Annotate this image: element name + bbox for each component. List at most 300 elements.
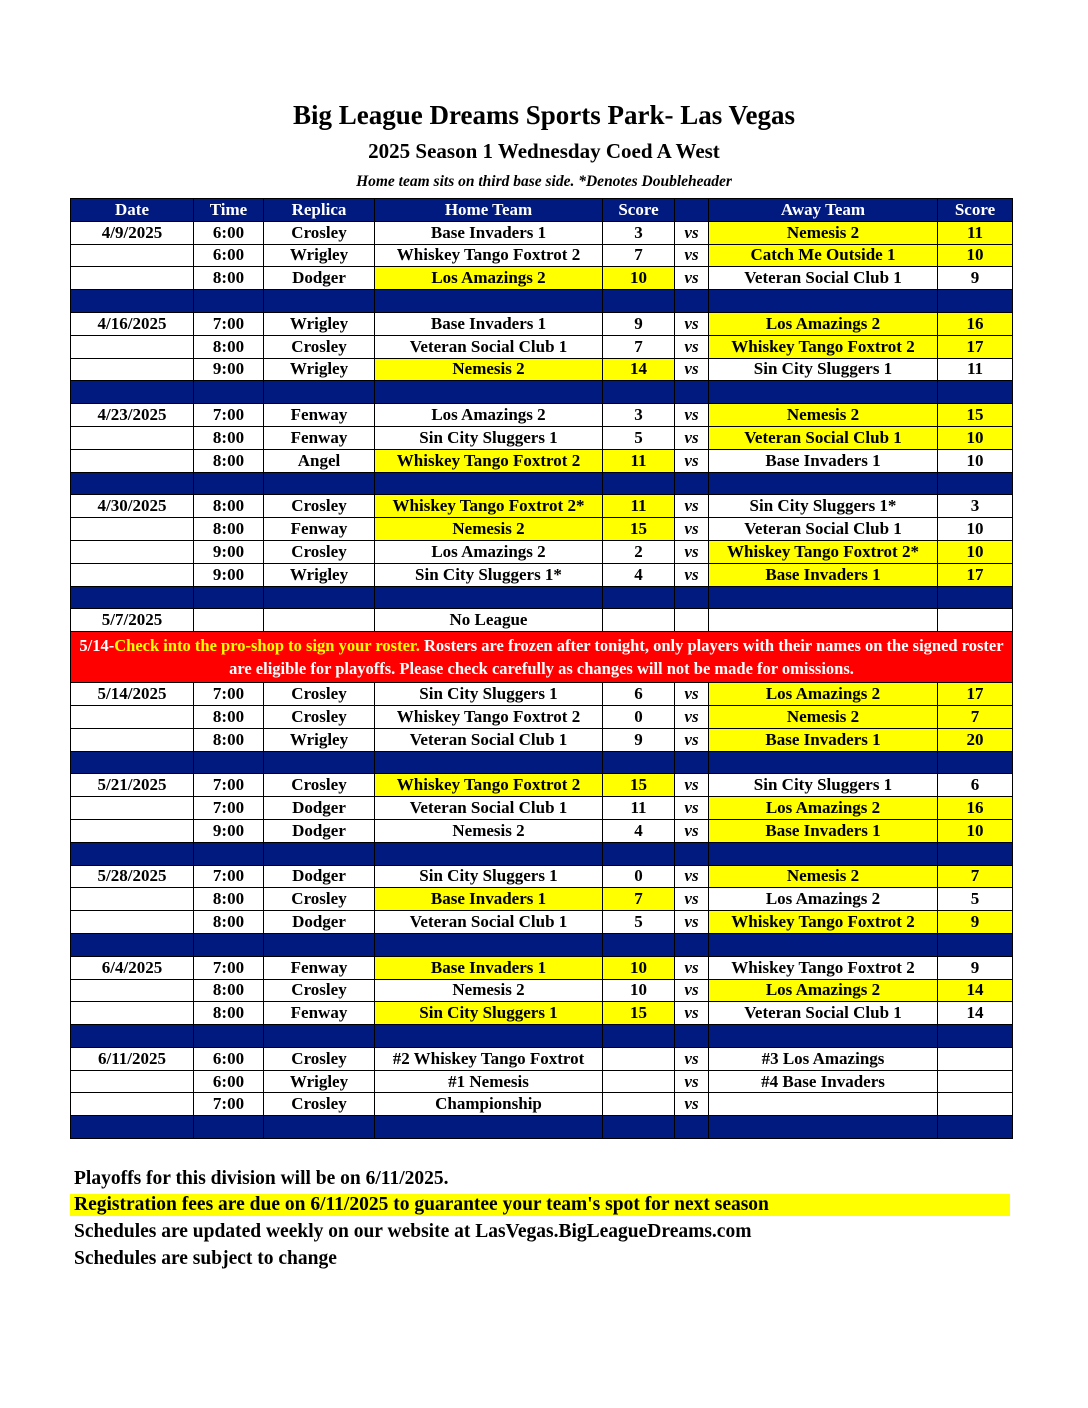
separator-cell — [675, 381, 709, 404]
time-cell: 6:00 — [194, 244, 264, 267]
replica-cell: Crosley — [264, 705, 375, 728]
time-cell: 6:00 — [194, 1070, 264, 1093]
separator-cell — [603, 472, 675, 495]
separator-cell — [709, 842, 938, 865]
away-team-cell: Whiskey Tango Foxtrot 2 — [709, 335, 938, 358]
away-score-cell: 16 — [938, 312, 1013, 335]
separator-cell — [375, 1025, 603, 1048]
home-team-cell: Nemesis 2 — [375, 358, 603, 381]
vs-cell: vs — [675, 1093, 709, 1116]
away-team-cell: #3 Los Amazings — [709, 1047, 938, 1070]
time-cell: 8:00 — [194, 426, 264, 449]
game-row — [71, 911, 1013, 934]
home-score-cell — [603, 609, 675, 632]
date-cell: 6/11/2025 — [71, 1047, 194, 1070]
replica-cell: Crosley — [264, 1093, 375, 1116]
vs-cell: vs — [675, 888, 709, 911]
away-team-cell: Veteran Social Club 1 — [709, 426, 938, 449]
away-score-cell — [938, 1047, 1013, 1070]
game-row — [71, 774, 1013, 797]
vs-cell: vs — [675, 267, 709, 290]
away-score-cell: 10 — [938, 819, 1013, 842]
away-team-cell: Sin City Sluggers 1 — [709, 774, 938, 797]
separator-cell — [709, 751, 938, 774]
separator-cell — [709, 472, 938, 495]
date-cell — [71, 335, 194, 358]
away-score-cell — [938, 1093, 1013, 1116]
date-cell: 5/28/2025 — [71, 865, 194, 888]
column-header: Score — [603, 199, 675, 222]
separator-cell — [264, 472, 375, 495]
separator-cell — [194, 586, 264, 609]
time-cell: 8:00 — [194, 1002, 264, 1025]
replica-cell: Dodger — [264, 797, 375, 820]
separator-cell — [375, 381, 603, 404]
home-score-cell: 15 — [603, 774, 675, 797]
separator-cell — [375, 751, 603, 774]
away-score-cell: 9 — [938, 956, 1013, 979]
separator-cell — [194, 381, 264, 404]
time-cell: 9:00 — [194, 358, 264, 381]
away-team-cell: Veteran Social Club 1 — [709, 1002, 938, 1025]
separator-cell — [709, 933, 938, 956]
date-cell — [71, 1070, 194, 1093]
away-team-cell: Sin City Sluggers 1* — [709, 495, 938, 518]
game-row — [71, 797, 1013, 820]
away-team-cell: Los Amazings 2 — [709, 797, 938, 820]
week-separator — [71, 472, 1013, 495]
column-header: Time — [194, 199, 264, 222]
home-team-cell: Nemesis 2 — [375, 518, 603, 541]
away-score-cell: 10 — [938, 426, 1013, 449]
date-cell — [71, 1002, 194, 1025]
date-cell — [71, 426, 194, 449]
replica-cell: Fenway — [264, 404, 375, 427]
replica-cell: Dodger — [264, 267, 375, 290]
column-header: Date — [71, 199, 194, 222]
home-score-cell: 15 — [603, 518, 675, 541]
column-header — [675, 199, 709, 222]
away-score-cell: 6 — [938, 774, 1013, 797]
time-cell: 9:00 — [194, 563, 264, 586]
vs-cell: vs — [675, 683, 709, 706]
replica-cell: Wrigley — [264, 244, 375, 267]
separator-cell — [71, 751, 194, 774]
separator-cell — [71, 290, 194, 313]
away-team-cell: Los Amazings 2 — [709, 312, 938, 335]
separator-cell — [264, 1025, 375, 1048]
away-team-cell: Catch Me Outside 1 — [709, 244, 938, 267]
separator-cell — [603, 381, 675, 404]
replica-cell: Wrigley — [264, 1070, 375, 1093]
game-row — [71, 1093, 1013, 1116]
away-score-cell — [938, 609, 1013, 632]
separator-cell — [938, 933, 1013, 956]
home-team-cell: Whiskey Tango Foxtrot 2 — [375, 705, 603, 728]
away-score-cell: 14 — [938, 979, 1013, 1002]
home-score-cell: 7 — [603, 888, 675, 911]
game-row — [71, 1002, 1013, 1025]
time-cell: 7:00 — [194, 683, 264, 706]
registration-note: Registration fees are due on 6/11/2025 to guarantee your team's spot for next season — [70, 1194, 1010, 1216]
separator-cell — [709, 381, 938, 404]
separator-cell — [938, 586, 1013, 609]
home-team-cell: Base Invaders 1 — [375, 888, 603, 911]
vs-cell: vs — [675, 819, 709, 842]
home-team-cell: Veteran Social Club 1 — [375, 911, 603, 934]
separator-cell — [603, 933, 675, 956]
separator-cell — [709, 1116, 938, 1139]
separator-cell — [194, 751, 264, 774]
vs-cell: vs — [675, 979, 709, 1002]
date-cell — [71, 358, 194, 381]
home-score-cell: 14 — [603, 358, 675, 381]
home-team-cell: #2 Whiskey Tango Foxtrot — [375, 1047, 603, 1070]
replica-cell: Fenway — [264, 518, 375, 541]
away-score-cell: 17 — [938, 335, 1013, 358]
notice-text: Rosters are frozen after tonight, only players with their names on the signed roster are eligible for playoffs. Please check carefully as changes will not be made for omissions. — [229, 636, 1004, 679]
separator-cell — [603, 290, 675, 313]
separator-cell — [675, 290, 709, 313]
time-cell: 6:00 — [194, 1047, 264, 1070]
date-cell — [71, 797, 194, 820]
replica-cell: Crosley — [264, 774, 375, 797]
separator-cell — [709, 290, 938, 313]
week-separator — [71, 751, 1013, 774]
notice-highlight: Check into the pro-shop to sign your roster. — [114, 636, 420, 656]
away-score-cell: 9 — [938, 911, 1013, 934]
away-score-cell: 7 — [938, 865, 1013, 888]
separator-cell — [194, 472, 264, 495]
time-cell: 8:00 — [194, 979, 264, 1002]
home-score-cell: 11 — [603, 449, 675, 472]
replica-cell: Crosley — [264, 335, 375, 358]
date-cell — [71, 563, 194, 586]
game-row — [71, 819, 1013, 842]
vs-cell: vs — [675, 404, 709, 427]
game-row — [71, 540, 1013, 563]
page-title: Big League Dreams Sports Park- Las Vegas — [292, 100, 796, 130]
away-score-cell: 9 — [938, 267, 1013, 290]
time-cell: 7:00 — [194, 312, 264, 335]
away-score-cell — [938, 1070, 1013, 1093]
home-team-cell: Whiskey Tango Foxtrot 2* — [375, 495, 603, 518]
game-row — [71, 609, 1013, 632]
vs-cell: vs — [675, 335, 709, 358]
home-score-cell: 5 — [603, 911, 675, 934]
time-cell: 8:00 — [194, 705, 264, 728]
vs-cell: vs — [675, 774, 709, 797]
game-row — [71, 312, 1013, 335]
separator-cell — [264, 381, 375, 404]
away-score-cell: 10 — [938, 449, 1013, 472]
separator-cell — [675, 933, 709, 956]
replica-cell: Crosley — [264, 221, 375, 244]
vs-cell — [675, 609, 709, 632]
time-cell: 8:00 — [194, 911, 264, 934]
week-separator — [71, 842, 1013, 865]
week-separator — [71, 1025, 1013, 1048]
separator-cell — [71, 933, 194, 956]
separator-cell — [603, 1116, 675, 1139]
date-cell — [71, 979, 194, 1002]
home-team-cell: Whiskey Tango Foxtrot 2 — [375, 774, 603, 797]
vs-cell: vs — [675, 518, 709, 541]
table-header-row — [71, 199, 1013, 222]
date-cell: 5/7/2025 — [71, 609, 194, 632]
replica-cell: Crosley — [264, 495, 375, 518]
home-team-cell: Whiskey Tango Foxtrot 2 — [375, 449, 603, 472]
home-score-cell: 15 — [603, 1002, 675, 1025]
date-cell — [71, 244, 194, 267]
game-row — [71, 705, 1013, 728]
page-subtitle: 2025 Season 1 Wednesday Coed A West — [368, 139, 720, 163]
replica-cell: Fenway — [264, 1002, 375, 1025]
time-cell: 7:00 — [194, 774, 264, 797]
separator-cell — [603, 586, 675, 609]
home-team-cell: Nemesis 2 — [375, 819, 603, 842]
away-score-cell: 20 — [938, 728, 1013, 751]
away-team-cell: Sin City Sluggers 1 — [709, 358, 938, 381]
away-team-cell — [709, 1093, 938, 1116]
home-score-cell: 7 — [603, 244, 675, 267]
separator-cell — [375, 472, 603, 495]
away-team-cell: #4 Base Invaders — [709, 1070, 938, 1093]
vs-cell: vs — [675, 449, 709, 472]
home-team-cell: Whiskey Tango Foxtrot 2 — [375, 244, 603, 267]
separator-cell — [938, 472, 1013, 495]
home-score-cell: 6 — [603, 683, 675, 706]
away-score-cell: 15 — [938, 404, 1013, 427]
away-score-cell: 7 — [938, 705, 1013, 728]
change-note: Schedules are subject to change — [74, 1248, 337, 1269]
vs-cell: vs — [675, 540, 709, 563]
away-score-cell: 10 — [938, 244, 1013, 267]
game-row — [71, 495, 1013, 518]
home-score-cell: 10 — [603, 267, 675, 290]
column-header: Home Team — [375, 199, 603, 222]
date-cell: 4/16/2025 — [71, 312, 194, 335]
date-cell — [71, 449, 194, 472]
separator-cell — [375, 586, 603, 609]
separator-cell — [71, 1116, 194, 1139]
schedule-note: Home team sits on third base side. *Denotes Doubleheader — [356, 173, 732, 190]
week-separator — [71, 933, 1013, 956]
away-team-cell: Veteran Social Club 1 — [709, 267, 938, 290]
replica-cell: Angel — [264, 449, 375, 472]
home-score-cell — [603, 1047, 675, 1070]
game-row — [71, 728, 1013, 751]
away-score-cell: 17 — [938, 683, 1013, 706]
game-row — [71, 335, 1013, 358]
home-score-cell: 9 — [603, 312, 675, 335]
home-score-cell: 9 — [603, 728, 675, 751]
away-team-cell: Los Amazings 2 — [709, 888, 938, 911]
home-score-cell: 10 — [603, 956, 675, 979]
away-team-cell: Base Invaders 1 — [709, 819, 938, 842]
home-score-cell: 4 — [603, 819, 675, 842]
replica-cell: Fenway — [264, 956, 375, 979]
away-team-cell: Base Invaders 1 — [709, 728, 938, 751]
separator-cell — [675, 586, 709, 609]
home-team-cell: Sin City Sluggers 1 — [375, 865, 603, 888]
game-row — [71, 683, 1013, 706]
separator-cell — [194, 933, 264, 956]
away-score-cell: 17 — [938, 563, 1013, 586]
separator-cell — [264, 933, 375, 956]
away-team-cell: Whiskey Tango Foxtrot 2* — [709, 540, 938, 563]
home-team-cell: Sin City Sluggers 1 — [375, 426, 603, 449]
game-row — [71, 267, 1013, 290]
game-row — [71, 404, 1013, 427]
game-row — [71, 979, 1013, 1002]
vs-cell: vs — [675, 865, 709, 888]
time-cell: 8:00 — [194, 888, 264, 911]
date-cell: 4/23/2025 — [71, 404, 194, 427]
separator-cell — [938, 381, 1013, 404]
game-row — [71, 1047, 1013, 1070]
away-team-cell: Nemesis 2 — [709, 404, 938, 427]
schedule-body — [71, 221, 1013, 1138]
home-score-cell: 5 — [603, 426, 675, 449]
notice-date: 5/14- — [79, 636, 115, 656]
home-team-cell: No League — [375, 609, 603, 632]
game-row — [71, 1070, 1013, 1093]
week-separator — [71, 290, 1013, 313]
home-score-cell: 0 — [603, 705, 675, 728]
away-score-cell: 16 — [938, 797, 1013, 820]
separator-cell — [264, 586, 375, 609]
away-team-cell: Whiskey Tango Foxtrot 2 — [709, 956, 938, 979]
separator-cell — [71, 842, 194, 865]
game-row — [71, 244, 1013, 267]
time-cell: 9:00 — [194, 540, 264, 563]
separator-cell — [938, 1116, 1013, 1139]
home-team-cell: Los Amazings 2 — [375, 404, 603, 427]
home-team-cell: Base Invaders 1 — [375, 312, 603, 335]
home-score-cell: 11 — [603, 797, 675, 820]
home-score-cell: 10 — [603, 979, 675, 1002]
home-team-cell: Sin City Sluggers 1 — [375, 1002, 603, 1025]
away-score-cell: 3 — [938, 495, 1013, 518]
website-note: Schedules are updated weekly on our website at LasVegas.BigLeagueDreams.com — [74, 1221, 752, 1242]
game-row — [71, 956, 1013, 979]
time-cell — [194, 609, 264, 632]
vs-cell: vs — [675, 495, 709, 518]
home-score-cell: 3 — [603, 221, 675, 244]
column-header: Score — [938, 199, 1013, 222]
home-score-cell: 0 — [603, 865, 675, 888]
time-cell: 8:00 — [194, 449, 264, 472]
separator-cell — [71, 1025, 194, 1048]
vs-cell: vs — [675, 244, 709, 267]
time-cell: 8:00 — [194, 267, 264, 290]
column-header: Away Team — [709, 199, 938, 222]
time-cell: 8:00 — [194, 495, 264, 518]
away-team-cell: Veteran Social Club 1 — [709, 518, 938, 541]
vs-cell: vs — [675, 728, 709, 751]
game-row — [71, 888, 1013, 911]
away-team-cell: Base Invaders 1 — [709, 449, 938, 472]
separator-cell — [375, 933, 603, 956]
time-cell: 7:00 — [194, 1093, 264, 1116]
game-row — [71, 449, 1013, 472]
away-team-cell: Los Amazings 2 — [709, 979, 938, 1002]
date-cell: 6/4/2025 — [71, 956, 194, 979]
replica-cell: Wrigley — [264, 312, 375, 335]
schedule-table — [70, 198, 1013, 1139]
replica-cell: Crosley — [264, 1047, 375, 1070]
home-team-cell: Base Invaders 1 — [375, 956, 603, 979]
date-cell — [71, 728, 194, 751]
replica-cell: Crosley — [264, 888, 375, 911]
home-team-cell: Sin City Sluggers 1* — [375, 563, 603, 586]
separator-cell — [264, 290, 375, 313]
home-score-cell: 7 — [603, 335, 675, 358]
separator-cell — [603, 1025, 675, 1048]
vs-cell: vs — [675, 426, 709, 449]
separator-cell — [194, 1025, 264, 1048]
date-cell: 4/9/2025 — [71, 221, 194, 244]
away-score-cell: 5 — [938, 888, 1013, 911]
date-cell — [71, 888, 194, 911]
roster-notice-row — [71, 632, 1013, 683]
game-row — [71, 518, 1013, 541]
home-team-cell: Championship — [375, 1093, 603, 1116]
separator-cell — [375, 842, 603, 865]
separator-cell — [709, 586, 938, 609]
replica-cell: Wrigley — [264, 358, 375, 381]
replica-cell: Wrigley — [264, 563, 375, 586]
vs-cell: vs — [675, 312, 709, 335]
replica-cell: Dodger — [264, 911, 375, 934]
home-team-cell: Los Amazings 2 — [375, 540, 603, 563]
time-cell: 7:00 — [194, 797, 264, 820]
away-score-cell: 11 — [938, 358, 1013, 381]
home-team-cell: Nemesis 2 — [375, 979, 603, 1002]
away-score-cell: 10 — [938, 540, 1013, 563]
vs-cell: vs — [675, 1002, 709, 1025]
separator-cell — [938, 1025, 1013, 1048]
home-score-cell — [603, 1093, 675, 1116]
time-cell: 6:00 — [194, 221, 264, 244]
separator-cell — [194, 290, 264, 313]
vs-cell: vs — [675, 221, 709, 244]
date-cell: 5/21/2025 — [71, 774, 194, 797]
playoffs-note: Playoffs for this division will be on 6/11/2025. — [74, 1168, 449, 1189]
roster-notice — [71, 632, 1013, 683]
time-cell: 7:00 — [194, 956, 264, 979]
date-cell — [71, 705, 194, 728]
game-row — [71, 865, 1013, 888]
home-team-cell: Veteran Social Club 1 — [375, 797, 603, 820]
home-team-cell: Los Amazings 2 — [375, 267, 603, 290]
separator-cell — [675, 1025, 709, 1048]
replica-cell: Fenway — [264, 426, 375, 449]
away-team-cell: Nemesis 2 — [709, 865, 938, 888]
home-score-cell: 2 — [603, 540, 675, 563]
replica-cell: Crosley — [264, 979, 375, 1002]
replica-cell: Crosley — [264, 540, 375, 563]
away-team-cell: Nemesis 2 — [709, 705, 938, 728]
home-score-cell — [603, 1070, 675, 1093]
separator-cell — [194, 1116, 264, 1139]
home-score-cell: 3 — [603, 404, 675, 427]
date-cell — [71, 911, 194, 934]
separator-cell — [71, 472, 194, 495]
date-cell — [71, 819, 194, 842]
home-score-cell: 4 — [603, 563, 675, 586]
